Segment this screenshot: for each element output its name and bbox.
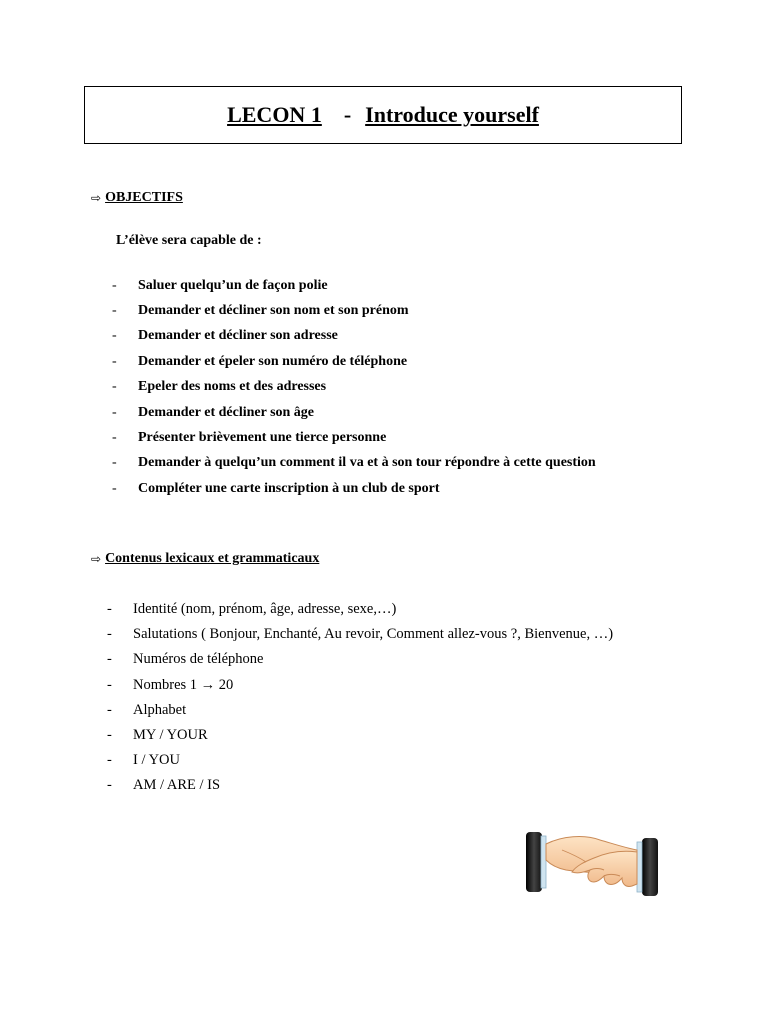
objectives-intro: L’élève sera capable de : bbox=[116, 233, 262, 248]
list-item: - Demander et épeler son numéro de téléphone bbox=[112, 353, 408, 369]
list-item: - Identité (nom, prénom, âge, adresse, sexe,…) bbox=[107, 601, 397, 618]
list-item: - Numéros de téléphone bbox=[107, 651, 264, 668]
list-item: - Compléter une carte inscription à un club de sport bbox=[112, 480, 440, 496]
list-item: - Demander à quelqu’un comment il va et à son tour répondre à cette question bbox=[112, 455, 596, 471]
list-item: - Demander et décliner son nom et son prénom bbox=[112, 303, 409, 319]
list-item: - Alphabet bbox=[107, 701, 187, 718]
lesson-number: LECON 1 bbox=[227, 102, 322, 127]
list-item: - Demander et décliner son adresse bbox=[112, 328, 338, 344]
contents-heading-label: Contenus lexicaux et grammaticaux bbox=[105, 551, 320, 566]
objectives-list bbox=[112, 273, 596, 502]
left-cuff bbox=[526, 832, 542, 892]
right-arrow-icon: ⇨ bbox=[91, 191, 102, 205]
contents-heading bbox=[91, 551, 319, 567]
handshake-icon bbox=[522, 828, 662, 900]
list-item: - I / YOU bbox=[107, 752, 180, 769]
lesson-title-box bbox=[84, 86, 682, 144]
list-item: - Présenter brièvement une tierce personne bbox=[112, 430, 387, 446]
objectives-heading-label: OBJECTIFS bbox=[105, 190, 183, 205]
objectives-heading bbox=[91, 190, 183, 206]
title-separator: - bbox=[343, 102, 352, 127]
list-item: - Demander et décliner son âge bbox=[112, 404, 315, 420]
lesson-topic: Introduce yourself bbox=[365, 102, 539, 127]
contents-list bbox=[107, 597, 613, 799]
right-arrow-icon: ⇨ bbox=[91, 552, 102, 566]
list-item: - Nombres 1 → 20 bbox=[107, 676, 234, 693]
list-item: - MY / YOUR bbox=[107, 727, 208, 744]
list-item: - Saluer quelqu’un de façon polie bbox=[112, 277, 328, 293]
list-item: - AM / ARE / IS bbox=[107, 777, 221, 794]
list-item: - Salutations ( Bonjour, Enchanté, Au revoir, Comment allez-vous ?, Bienvenue, …) bbox=[107, 626, 614, 643]
list-item: - Epeler des noms et des adresses bbox=[112, 379, 327, 395]
right-cuff bbox=[642, 838, 658, 896]
